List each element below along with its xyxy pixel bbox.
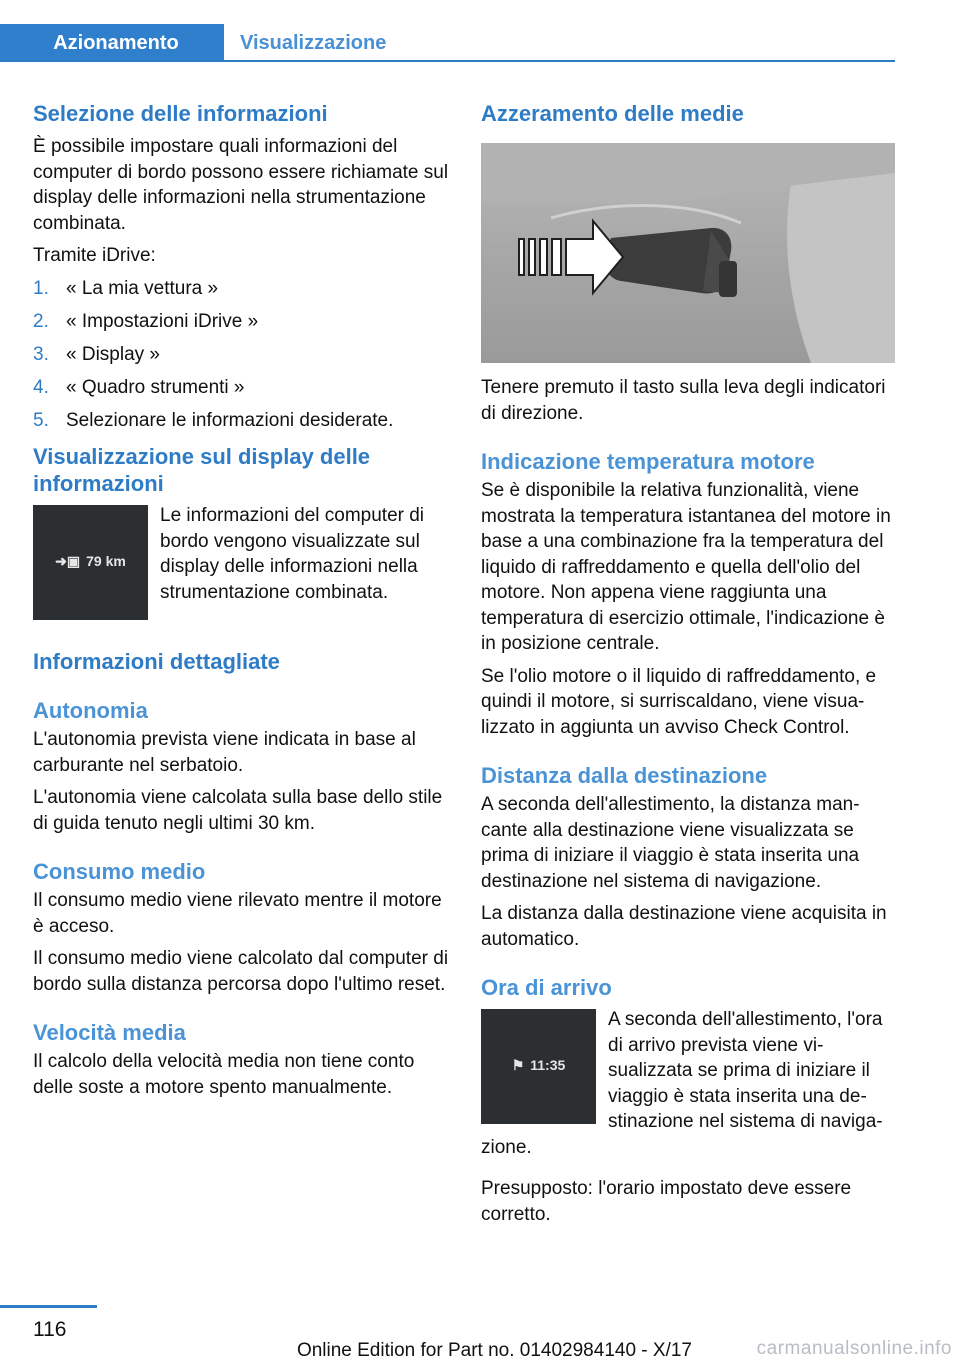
step-item [33,342,451,368]
step-number: 1. [33,277,49,299]
presupposto-body: Presupposto: l'orario impostato deve essere corretto. [481,1178,852,1225]
step-text: Selezionare le informazioni desiderate. [66,409,394,431]
arrival-time-value: 11:35 [530,1057,566,1073]
range-display-image [33,505,148,620]
fuel-range-icon: ➜▣ [55,553,81,569]
left-column [33,100,451,1100]
subsection-title-ora-arrivo: Ora di arrivo [481,975,612,1000]
consumo-p2: Il consumo medio viene calcolato dal computer di bordo sulla distanza percorsa dopo l'ultimo reset. [33,948,449,995]
tab-visualizzazione[interactable]: Visualizzazione [240,32,387,54]
lever-illustration [481,143,895,363]
section-title-visualizzazione: Visualizzazione sul display delle informazioni [33,444,371,496]
step-number: 3. [33,343,49,365]
destination-flag-icon: ⚑ [511,1057,525,1073]
subsection-title-distanza: Distanza dalla destinazione [481,763,768,788]
range-value: 79 km [86,553,126,569]
azzeramento-body: Tenere premuto il tasto sulla leva degli indicatori di direzione. [481,377,886,424]
step-number: 5. [33,409,49,431]
range-display-block [33,503,451,620]
consumo-p1: Il consumo medio viene rilevato mentre il motore è acceso. [33,890,442,937]
right-column [481,100,895,1227]
step-text: « Display » [66,343,160,365]
distanza-p1: A seconda dell'allestimento, la distanza mancante alla destinazione viene visualizzata se prima di iniziare il viaggio è stata inserita una destinazione nel sistema di navigazione. [481,794,860,892]
distanza-p2: La distanza dalla destinazione viene acquisita in automatico. [481,903,887,950]
autonomia-p1: L'autonomia prevista viene indicata in base al carburante nel serbatoio. [33,729,416,776]
page-number: 116 [33,1318,67,1341]
step-text: « Quadro strumenti » [66,376,245,398]
footer-rule [0,1305,97,1308]
header-rule [0,60,895,62]
step-number: 4. [33,376,49,398]
subsection-title-consumo: Consumo medio [33,859,206,884]
subsection-title-autonomia: Autonomia [33,698,148,723]
arrival-time-display-image [481,1009,596,1124]
header-tabs [0,24,895,62]
idrive-steps [33,276,451,434]
autonomia-p2: L'autonomia viene calcolata sulla base dello stile di guida tenuto negli ultimi 30 km. [33,787,443,834]
visualizzazione-body: Le informazioni del computer di bordo vengono visualizzate sul display delle informazioni nella strumentazione combinata. [160,505,425,603]
subsection-title-temperatura: Indicazione temperatura motore [481,449,815,474]
step-item [33,408,451,434]
selezione-body: È possibile impostare quali informazioni del computer di bordo possono essere richiamate sul display delle informazioni nella strumentazione combinata. [33,136,449,234]
section-title-azzeramento: Azzeramento delle medie [481,101,744,126]
edition-label: Online Edition for Part no. 01402984140 - X/17 [296,1340,692,1361]
watermark: carmanualsonline.info [756,1338,952,1359]
velocita-p1: Il calcolo della velocità media non tiene conto delle soste a motore spento manualmente. [33,1051,415,1098]
section-title-selezione: Selezione delle informazioni [33,101,328,126]
subsection-title-velocita: Velocità media [33,1020,186,1045]
tab-azionamento[interactable]: Azionamento [0,24,224,62]
step-number: 2. [33,310,49,332]
step-text: « Impostazioni iDrive » [66,310,259,332]
idrive-label: Tramite iDrive: [33,245,156,266]
ora-arrivo-body: A seconda dell'allestimento, l'ora di arrivo prevista viene visualizzata se prima di iniziare il viaggio è stata inserita una destinazione nel sistema di navigazione. [481,1009,883,1158]
arrival-time-block [481,1007,895,1160]
step-text: « La mia vettura » [66,277,219,299]
step-item [33,375,451,401]
turn-signal-lever-photo [481,143,895,363]
section-title-informazioni: Informazioni dettagliate [33,649,280,674]
temperatura-p1: Se è disponibile la relativa funzionalità, viene mostrata la temperatura istantanea del motore in base a una combinazione fra la temperatura del liquido di raffreddamento e quella dell'olio del motore. Non appena viene raggiunta una temperatura di esercizio ottimale, l'indicazione è in posizione centrale. [481,480,891,654]
temperatura-p2: Se l'olio motore o il liquido di raffreddamento, e quindi il motore, si surriscaldano, viene visualizzato in aggiunta un avviso Check Control. [481,665,877,738]
step-item [33,276,451,302]
step-item [33,309,451,335]
